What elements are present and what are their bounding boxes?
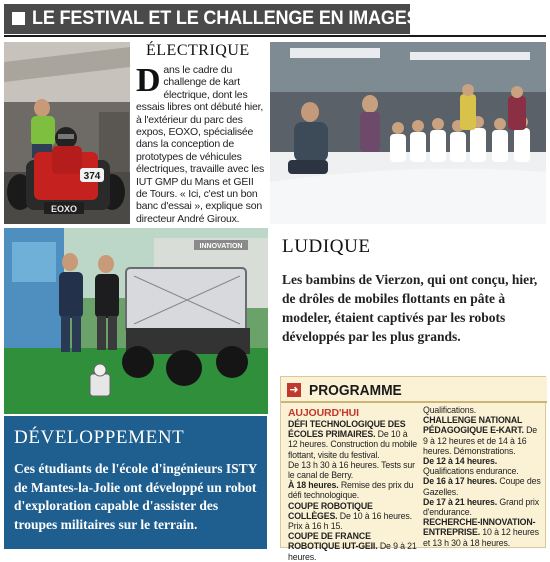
programme-header bbox=[281, 377, 547, 403]
kart-number: 374 bbox=[83, 171, 101, 182]
photo-children bbox=[270, 42, 546, 224]
developpement-article bbox=[4, 416, 267, 549]
programme-left-column bbox=[288, 407, 418, 562]
innovation-banner: INNOVATION bbox=[199, 243, 243, 250]
programme-entry: COUPE DE FRANCE ROBOTIQUE IUT-GEII. De 9 à 21 heures. bbox=[288, 531, 417, 562]
programme-box bbox=[280, 376, 546, 562]
developpement-title: DÉVELOPPEMENT bbox=[14, 427, 185, 448]
programme-entry: COUPE ROBOTIQUE COLLÈGES. De 10 à 16 heures. Prix à 16 h 15. bbox=[288, 500, 412, 532]
today-label: AUJOURD'HUI bbox=[288, 407, 359, 419]
arrow-icon: ➜ bbox=[287, 383, 301, 397]
programme-entry: RECHERCHE-INNOVATION-ENTREPRISE. 10 à 12 heures et 13 h 30 à 18 heures. bbox=[423, 517, 539, 548]
square-icon bbox=[12, 12, 25, 25]
programme-entry: De 13 h 30 à 16 heures. Tests sur le canal de Berry. bbox=[288, 459, 415, 481]
programme-entry: À 18 heures. Remise des prix du défi technologique. bbox=[288, 480, 414, 501]
photo-electric-kart bbox=[4, 42, 130, 224]
header-rule bbox=[4, 35, 546, 37]
programme-entry: De 12 à 14 heures. Qualifications endurance. bbox=[423, 456, 519, 477]
electrique-title: ÉLECTRIQUE bbox=[146, 42, 250, 59]
section-title: LE FESTIVAL ET LE CHALLENGE EN IMAGES bbox=[32, 8, 419, 29]
kart-brand: EOXO bbox=[50, 204, 78, 214]
electrique-article bbox=[136, 42, 266, 225]
programme-entry: De 16 à 17 heures. Coupe des Gazelles. bbox=[423, 476, 541, 497]
programme-entry: DÉFI TECHNOLOGIQUE DES ÉCOLES PRIMAIRES. De 10 à 12 heures. Construction du mobile flottant, visite du festival. bbox=[288, 419, 418, 460]
electrique-text bbox=[136, 64, 266, 225]
ludique-text: Les bambins de Vierzon, qui ont conçu, hier, de drôles de mobiles flottants en pâte à modeler, étaient captivés par les robots développés par les plus grands. bbox=[282, 272, 538, 344]
ludique-title: LUDIQUE bbox=[282, 236, 371, 257]
programme-entry: CHALLENGE NATIONAL PÉDAGOGIQUE E-KART. De 9 à 12 heures et de 14 à 16 heures. Démonstrations. bbox=[423, 415, 538, 456]
programme-entry: Qualifications. bbox=[423, 405, 477, 415]
programme-right-column bbox=[423, 405, 543, 548]
ludique-article bbox=[272, 226, 546, 366]
drop-cap: D bbox=[136, 62, 161, 99]
section-header bbox=[4, 4, 419, 34]
programme-entry: De 17 à 21 heures. Grand prix d'endurance. bbox=[423, 496, 539, 518]
developpement-text: Ces étudiants de l'école d'ingénieurs ISTY de Mantes-la-Jolie ont développé un robot d'exploration capable d'assister des troupes militaires sur le terrain. bbox=[14, 461, 257, 532]
programme-title: PROGRAMME bbox=[309, 382, 402, 399]
electrique-body: ans le cadre du challenge de kart électrique, dont les essais libres ont débuté hier, à l'extérieur du parc des expos, EOXO, spécialisée dans la conception de prototypes de véhicules électriques, travaille avec les IUT GMP du Mans et GEII de Tours. « Ici, c'est un bon banc d'essai », explique son directeur André Giroux. bbox=[136, 64, 265, 225]
photo-robot-students bbox=[4, 228, 268, 414]
